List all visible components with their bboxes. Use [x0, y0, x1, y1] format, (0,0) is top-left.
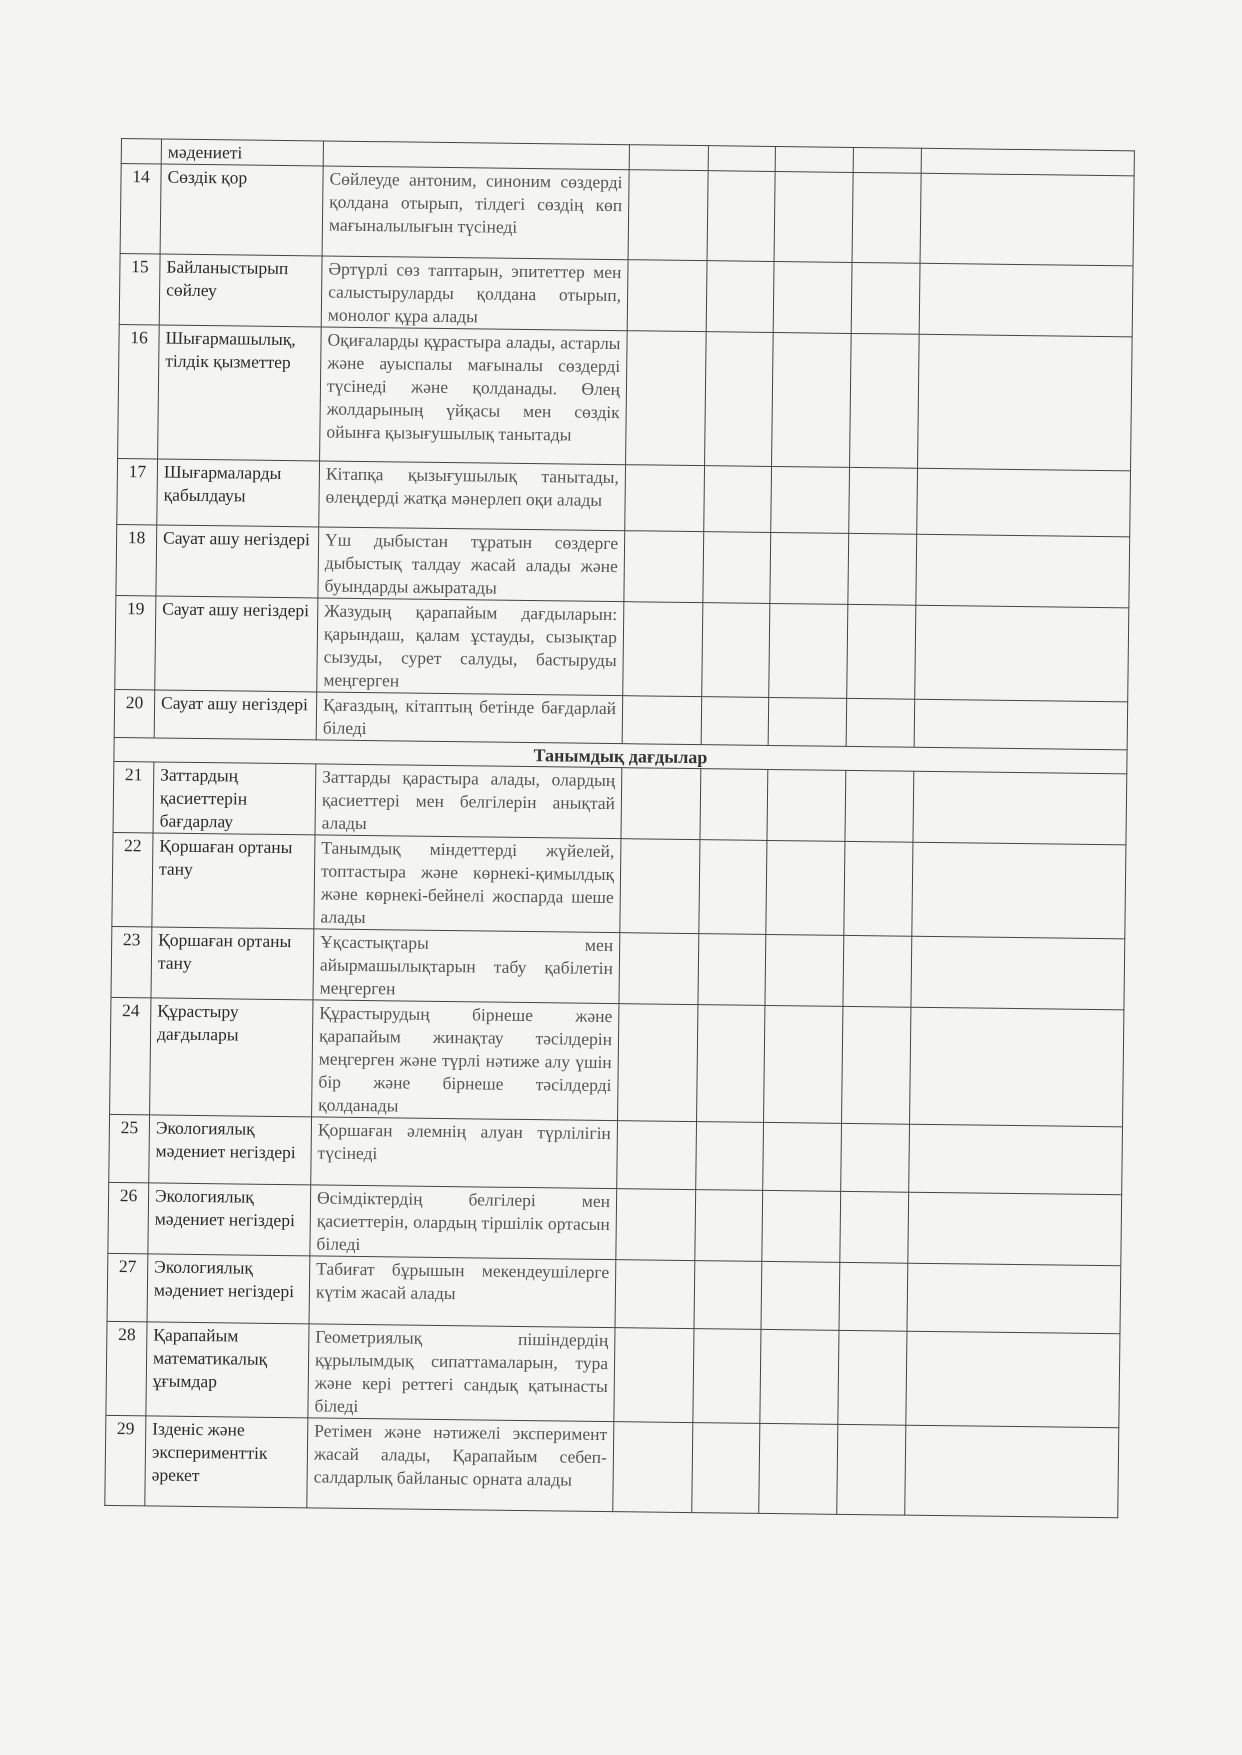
skill-description: Үш дыбыстан тұратын сөздерге дыбыстық талдау жасай алады және буындарды ажыратады	[318, 527, 625, 602]
assessment-cell	[917, 468, 1131, 537]
table-row	[107, 1253, 1121, 1333]
table-row	[116, 524, 1130, 607]
assessment-cell	[697, 1005, 765, 1123]
assessment-cell	[627, 260, 707, 332]
assessment-cell	[626, 331, 707, 466]
skill-area: Шығармашылық, тілдік қызметтер	[158, 325, 322, 461]
assessment-cell	[774, 171, 853, 262]
assessment-cell	[624, 531, 704, 603]
assessment-cell	[693, 1329, 761, 1424]
table-row	[113, 761, 1127, 844]
assessment-cell	[759, 1423, 838, 1514]
assessment-cell	[849, 467, 918, 534]
skill-description: Кітапқа қызығушылық танытады, өлеңдерді жатқа мәнерлеп оқи алады	[319, 461, 626, 531]
assessment-cell	[760, 1329, 839, 1424]
assessment-cell	[840, 1191, 909, 1263]
assessment-cell	[770, 532, 849, 604]
table-row	[109, 1114, 1123, 1194]
table-row	[110, 997, 1124, 1126]
assessment-cell	[619, 933, 699, 1005]
assessment-cell	[910, 1007, 1124, 1127]
assessment-cell	[915, 605, 1129, 702]
table-row	[119, 253, 1133, 336]
skill-area: Қоршаған ортаны тану	[152, 833, 315, 929]
assessment-cell	[843, 935, 912, 1007]
assessment-cell	[621, 768, 701, 840]
skill-area: мәдениеті	[161, 139, 323, 166]
row-number: 18	[116, 524, 157, 595]
assessment-cell	[841, 1123, 910, 1192]
assessment-cell	[907, 1263, 1121, 1334]
section-title: Танымдық дағдылар	[114, 737, 1127, 773]
assessment-cell	[773, 261, 852, 333]
assessment-cell	[628, 170, 708, 261]
table-body-bottom	[105, 761, 1127, 1517]
assessment-cell	[920, 173, 1134, 266]
table-body-top	[114, 139, 1134, 750]
row-number: 28	[106, 1321, 147, 1415]
assessment-cell	[705, 332, 774, 467]
assessment-cell	[623, 602, 703, 697]
assessment-cell	[762, 1190, 841, 1262]
assessment-cell	[766, 840, 845, 935]
assessment-cell	[921, 148, 1134, 176]
skill-description: Әртүрлі сөз таптарын, эпитеттер мен салыстыруларды қолдана отырып, монолог құра алады	[321, 256, 628, 331]
assessment-cell	[761, 1261, 840, 1330]
assessment-cell	[839, 1262, 908, 1331]
assessment-cell	[764, 1005, 843, 1123]
row-number: 22	[112, 832, 153, 926]
skill-area: Ізденіс және эксперименттік әрекет	[145, 1416, 308, 1508]
skill-description: Ретімен және нәтижелі эксперимент жасай алады, Қарапайым себеп-салдарлық байланыс орната алады	[307, 1418, 614, 1512]
row-number: 19	[115, 595, 156, 689]
row-number: 24	[110, 997, 151, 1114]
assessment-cell	[696, 1122, 764, 1191]
assessment-cell	[614, 1328, 694, 1423]
row-number: 29	[105, 1415, 146, 1505]
skills-assessment-table	[104, 138, 1135, 1518]
assessment-cell	[622, 696, 702, 745]
assessment-cell	[769, 603, 848, 698]
skill-description: Құрастырудың бірнеше және қарапайым жинақтау тәсілдерін меңгерген және түрлі нәтиже алу үшін бір және бірнеше тәсілдерді қолданады	[312, 1000, 619, 1121]
skill-area: Сауат ашу негіздері	[154, 690, 317, 740]
assessment-cell	[618, 1004, 698, 1122]
assessment-cell	[918, 334, 1133, 471]
row-number: 21	[113, 761, 154, 832]
assessment-cell	[919, 263, 1133, 337]
row-number: 26	[108, 1182, 149, 1253]
row-number: 25	[109, 1114, 150, 1182]
row-number: 23	[111, 926, 152, 997]
skill-description: Оқиғаларды құрастыра алады, астарлы және ауыспалы мағыналы сөздерді түсінеді және қолданады. Өлең жолдарының үйқасы мен сөздік ойынға қызығушылық танытады	[320, 327, 628, 465]
assessment-cell	[847, 604, 916, 699]
assessment-cell	[853, 147, 921, 173]
skill-area: Байланыстырып сөйлеу	[159, 254, 322, 327]
assessment-cell	[708, 146, 775, 172]
assessment-cell	[694, 1261, 762, 1330]
assessment-cell	[617, 1121, 697, 1190]
assessment-cell	[700, 769, 768, 841]
row-number: 20	[114, 689, 155, 737]
assessment-cell	[844, 841, 913, 936]
skill-area: Құрастыру дағдылары	[150, 998, 313, 1117]
skill-description: Қоршаған әлемнің алуан түрлілігін түсінеді	[311, 1117, 618, 1189]
row-number: 14	[120, 164, 161, 254]
skill-description: Сөйлеуде антоним, синоним сөздерді қолдана отырып, тілдегі сөздің көп мағыналылығын түсінеді	[322, 166, 629, 260]
skill-area: Экологиялық мәдениет негіздері	[148, 1183, 311, 1256]
assessment-cell	[772, 332, 852, 467]
assessment-cell	[613, 1422, 693, 1513]
assessment-cell	[706, 261, 774, 333]
assessment-cell	[916, 534, 1130, 608]
assessment-cell	[699, 840, 767, 935]
assessment-cell	[704, 466, 772, 533]
assessment-cell	[703, 532, 771, 604]
assessment-cell	[695, 1190, 763, 1262]
row-number: 17	[117, 458, 158, 524]
assessment-cell	[702, 603, 770, 698]
skill-area: Сауат ашу негіздері	[156, 525, 319, 598]
assessment-cell	[698, 934, 766, 1006]
skill-description: Қағаздың, кітаптың бетінде бағдарлай біледі	[316, 692, 623, 744]
skill-description: Жазудың қарапайым дағдыларын: қарындаш, қалам ұстауды, сызықтар сызуды, сурет салуды, бастыруды меңгерген	[317, 598, 624, 696]
assessment-cell	[768, 697, 847, 746]
table-row	[115, 595, 1129, 701]
skill-area: Сөздік қор	[160, 164, 323, 256]
table-row	[106, 1321, 1120, 1427]
row-number: 16	[118, 324, 160, 458]
assessment-cell	[775, 146, 853, 172]
skill-area: Заттардың қасиеттерін бағдарлау	[153, 762, 316, 835]
skill-area: Экологиялық мәдениет негіздері	[147, 1254, 310, 1324]
assessment-cell	[763, 1122, 842, 1191]
assessment-cell	[771, 466, 850, 533]
assessment-cell	[625, 465, 705, 532]
assessment-cell	[905, 1425, 1119, 1518]
assessment-cell	[914, 699, 1128, 750]
assessment-cell	[845, 770, 914, 842]
assessment-cell	[909, 1124, 1123, 1195]
row-number: 27	[107, 1253, 148, 1321]
skill-description: Геометриялық пішіндердің құрылымдық сипаттамаларын, тура және кері реттегі сандық қатынасты біледі	[308, 1324, 615, 1422]
skill-area: Қоршаған ортаны тану	[151, 927, 314, 1000]
assessment-cell	[906, 1331, 1120, 1428]
table-row	[112, 832, 1126, 938]
skill-area: Экологиялық мәдениет негіздері	[149, 1115, 312, 1185]
skill-area: Сауат ашу негіздері	[155, 596, 318, 692]
assessment-cell	[838, 1330, 907, 1425]
assessment-cell	[629, 145, 708, 171]
assessment-cell	[850, 333, 920, 468]
assessment-cell	[767, 769, 846, 841]
assessment-cell	[615, 1260, 695, 1329]
assessment-cell	[701, 697, 769, 746]
assessment-cell	[913, 771, 1127, 845]
table-row	[118, 324, 1133, 470]
assessment-cell	[846, 698, 915, 747]
skill-description: Ұқсастықтары мен айырмашылықтарын табу қабілетін меңгерген	[313, 929, 620, 1004]
assessment-cell	[912, 842, 1126, 939]
table-row	[120, 164, 1134, 266]
skill-description: Өсімдіктердің белгілері мен қасиеттерін, олардың тіршілік ортасын біледі	[310, 1185, 617, 1260]
skill-area: Қарапайым математикалық ұғымдар	[146, 1322, 309, 1418]
assessment-cell	[851, 262, 920, 334]
row-number: 15	[119, 253, 160, 324]
skill-description: Табиғат бұрышын мекендеушілерге күтім жасай алады	[309, 1256, 616, 1328]
assessment-cell	[620, 839, 700, 934]
skill-description: Заттарды қарастыра алады, олардың қасиеттері мен белгілерін анықтай алады	[315, 764, 622, 839]
assessment-cell	[707, 171, 775, 262]
skill-area: Шығармаларды қабылдауы	[157, 459, 320, 527]
assessment-cell	[837, 1424, 906, 1515]
skill-description	[323, 141, 629, 170]
assessment-cell	[842, 1006, 911, 1124]
skill-description: Танымдық міндеттерді жүйелей, топтастыра және көрнекі-қимылдық және көрнекі-бейнелі жоспарда шеше алады	[314, 835, 621, 933]
row-number	[121, 139, 161, 164]
assessment-cell	[848, 533, 917, 605]
table-row	[117, 458, 1131, 536]
assessment-cell	[911, 936, 1125, 1010]
assessment-cell	[852, 172, 921, 263]
assessment-cell	[616, 1189, 696, 1261]
assessment-cell	[908, 1192, 1122, 1266]
table-row	[111, 926, 1125, 1009]
assessment-cell	[692, 1423, 760, 1514]
assessment-cell	[765, 934, 844, 1006]
table-row	[108, 1182, 1122, 1265]
table-row	[105, 1415, 1119, 1517]
